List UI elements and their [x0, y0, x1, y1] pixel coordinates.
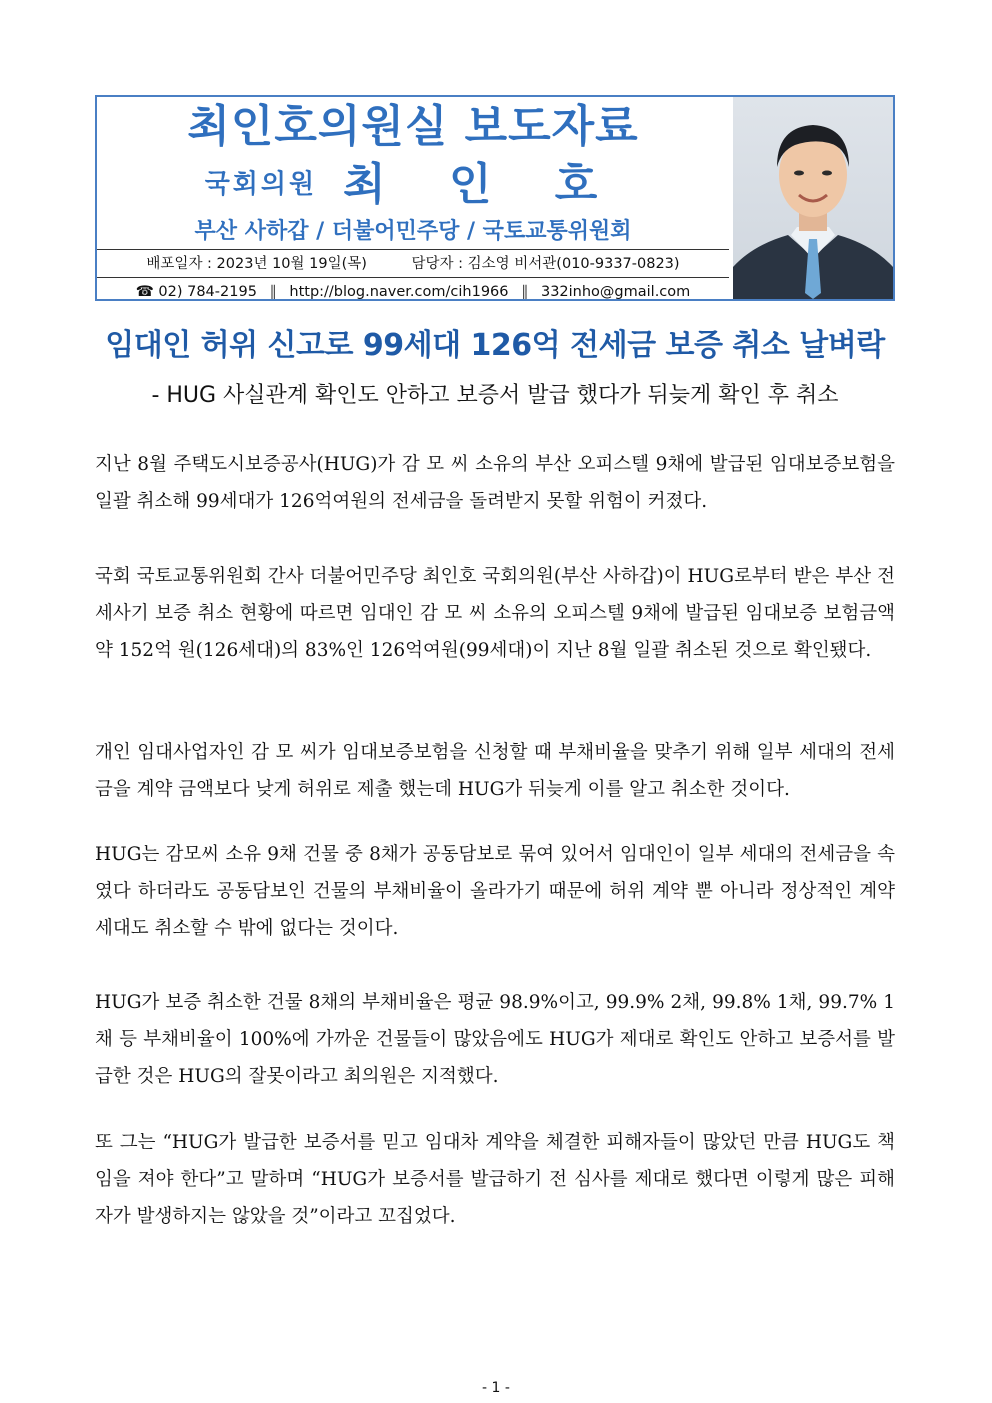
subheadline: - HUG 사실관계 확인도 안하고 보증서 발급 했다가 뒤늦게 확인 후 취소 [151, 383, 839, 408]
portrait-photo-icon [733, 97, 893, 299]
lawmaker-name: 최 인 호 [343, 158, 622, 210]
body-paragraph: 지난 8월 주택도시보증공사(HUG)가 감 모 씨 소유의 부산 오피스텔 9채에 발급된 임대보증보험을 일괄 취소해 99세대가 126억여원의 전세금을 돌려받지 못할 위험이 커졌다. [95, 454, 895, 512]
phone-icon: ☎ [135, 284, 154, 300]
press-release-title: 최인호의원실 보도자료 [187, 101, 639, 152]
body-paragraph: 또 그는 “HUG가 발급한 보증서를 믿고 임대차 계약을 체결한 피해자들이 많았던 만큼 HUG도 책임을 져야 한다”고 말하며 “HUG가 보증서를 발급하기 전 심사를 제대로 했다면 이렇게 많은 피해자가 발생하지는 않았을 것”이라고 꼬집었다. [95, 1132, 895, 1227]
contact-info-row [97, 277, 729, 306]
separator: ∥ [269, 284, 277, 300]
body-paragraph: HUG는 감모씨 소유 9채 건물 중 8채가 공동담보로 묶여 있어서 임대인이 일부 세대의 전세금을 속였다 하더라도 공동담보인 건물의 부채비율이 올라가기 때문에 허위 계약 뿐 아니라 정상적인 계약 세대도 취소할 수 밖에 없다는 것이다. [95, 844, 895, 939]
lawmaker-affiliation: 부산 사하갑 / 더불어민주당 / 국토교통위원회 [194, 219, 632, 244]
release-info-row [97, 249, 729, 278]
lawmaker-role: 국회의원 [204, 169, 318, 200]
contact-person: 담당자 : 김소영 비서관(010-9337-0823) [411, 256, 680, 272]
blog-link[interactable]: http://blog.naver.com/cih1966 [289, 284, 509, 300]
page-number: - 1 - [482, 1380, 510, 1396]
separator: ∥ [521, 284, 529, 300]
body-paragraph: 개인 임대사업자인 감 모 씨가 임대보증보험을 신청할 때 부채비율을 맞추기 위해 일부 세대의 전세금을 계약 금액보다 낮게 허위로 제출 했는데 HUG가 뒤늦게 이를 알고 취소한 것이다. [95, 742, 895, 800]
press-release-header [95, 95, 895, 301]
body-paragraph: HUG가 보증 취소한 건물 8채의 부채비율은 평균 98.9%이고, 99.9% 2채, 99.8% 1채, 99.7% 1채 등 부채비율이 100%에 가까운 건물들이 많았음에도 HUG가 제대로 확인도 안하고 보증서를 발급한 것은 HUG의 잘못이라고 최의원은 지적했다. [95, 992, 895, 1087]
email-link[interactable]: 332inho@gmail.com [540, 284, 691, 300]
header-text-block [97, 97, 729, 299]
release-date: 배포일자 : 2023년 10월 19일(목) [146, 256, 367, 272]
phone-number: 02) 784-2195 [158, 284, 257, 300]
headline: 임대인 허위 신고로 99세대 126억 전세금 보증 취소 날벼락 [105, 328, 885, 363]
lawmaker-name-row [97, 157, 729, 212]
body-paragraph: 국회 국토교통위원회 간사 더불어민주당 최인호 국회의원(부산 사하갑)이 HUG로부터 받은 부산 전세사기 보증 취소 현황에 따르면 임대인 감 모 씨 소유의 오피스텔 9채에 발급된 임대보증 보험금액 약 152억 원(126세대)의 83%인 126억여원(99세대)이 지난 8월 일괄 취소된 것으로 확인됐다. [95, 566, 895, 661]
